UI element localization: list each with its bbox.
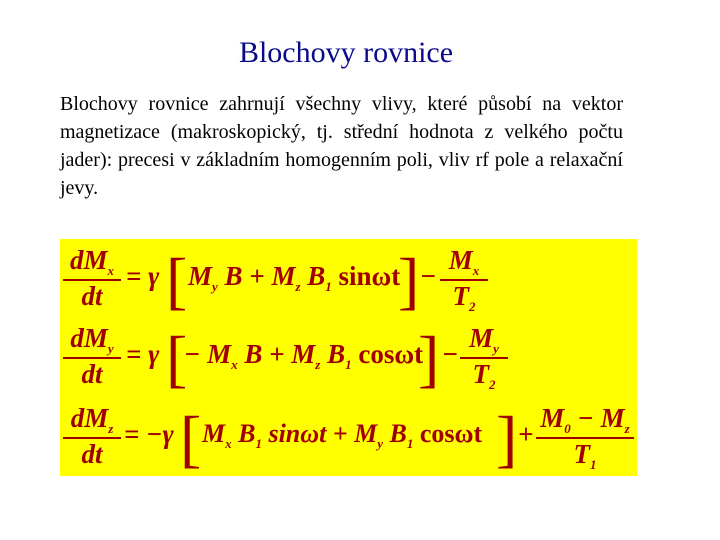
equals-gamma: = γ bbox=[126, 339, 160, 369]
right-bracket: ] bbox=[398, 245, 420, 316]
inner-expression: $M_y$ $B + M_z$ $B_1$ sinωt bbox=[188, 261, 401, 294]
bloch-equation-x: $dM_x$ dt = γ [ $M_y$ $B + M_z$ $B_1$ sinωt ] − $M_x$ $T_2$ bbox=[60, 243, 637, 315]
bloch-equation-y: $dM_y$ dt = γ [ − $M_x$ $B + M_z$ $B_1$ cosωt ] − $M_y$ $T_2$ bbox=[60, 321, 637, 393]
inner-expression: $M_x$ $B_1$ $\sin\omega t + M_y$ $B_1$ cosωt bbox=[202, 419, 483, 451]
lhs-denominator: dt bbox=[81, 281, 103, 311]
bloch-equation-z: $dM_z$ dt = −γ [ $M_x$ $B_1$ $\sin\omega t + M_y$ $B_1$ cosωt ] + $M_0 - M_z$ $T_1$ bbox=[60, 401, 637, 473]
equals-minus-gamma: = −γ bbox=[124, 419, 174, 449]
intro-paragraph: Blochovy rovnice zahrnují všechny vlivy, které působí na vektor magnetizace (makroskopický, tj. střední hodnota z velkého počtu jader): precesi v základním homogenním poli, vliv rf pole a relaxační jevy. bbox=[60, 93, 623, 199]
equals-gamma: = γ bbox=[126, 261, 160, 291]
operator: − bbox=[420, 261, 437, 291]
left-bracket: [ bbox=[166, 245, 188, 316]
lhs-numerator: dM bbox=[70, 323, 108, 353]
inner-expression: − $M_x$ $B + M_z$ $B_1$ cosωt bbox=[184, 339, 424, 372]
lhs-denominator: dt bbox=[81, 359, 103, 389]
lhs-subscript: x bbox=[107, 263, 114, 278]
right-bracket: ] bbox=[418, 323, 440, 394]
slide-title: Blochovy rovnice bbox=[238, 36, 454, 69]
lhs-subscript: z bbox=[108, 421, 114, 436]
equations-panel bbox=[60, 239, 637, 476]
left-bracket: [ bbox=[166, 323, 188, 394]
operator: + bbox=[518, 419, 534, 449]
lhs-denominator: dt bbox=[81, 439, 103, 469]
lhs-numerator: dM bbox=[70, 403, 109, 433]
lhs-subscript: y bbox=[107, 341, 114, 356]
lhs-numerator: dM bbox=[69, 245, 108, 275]
left-bracket: [ bbox=[180, 403, 202, 474]
right-bracket: ] bbox=[496, 403, 518, 474]
operator: − bbox=[442, 339, 459, 369]
